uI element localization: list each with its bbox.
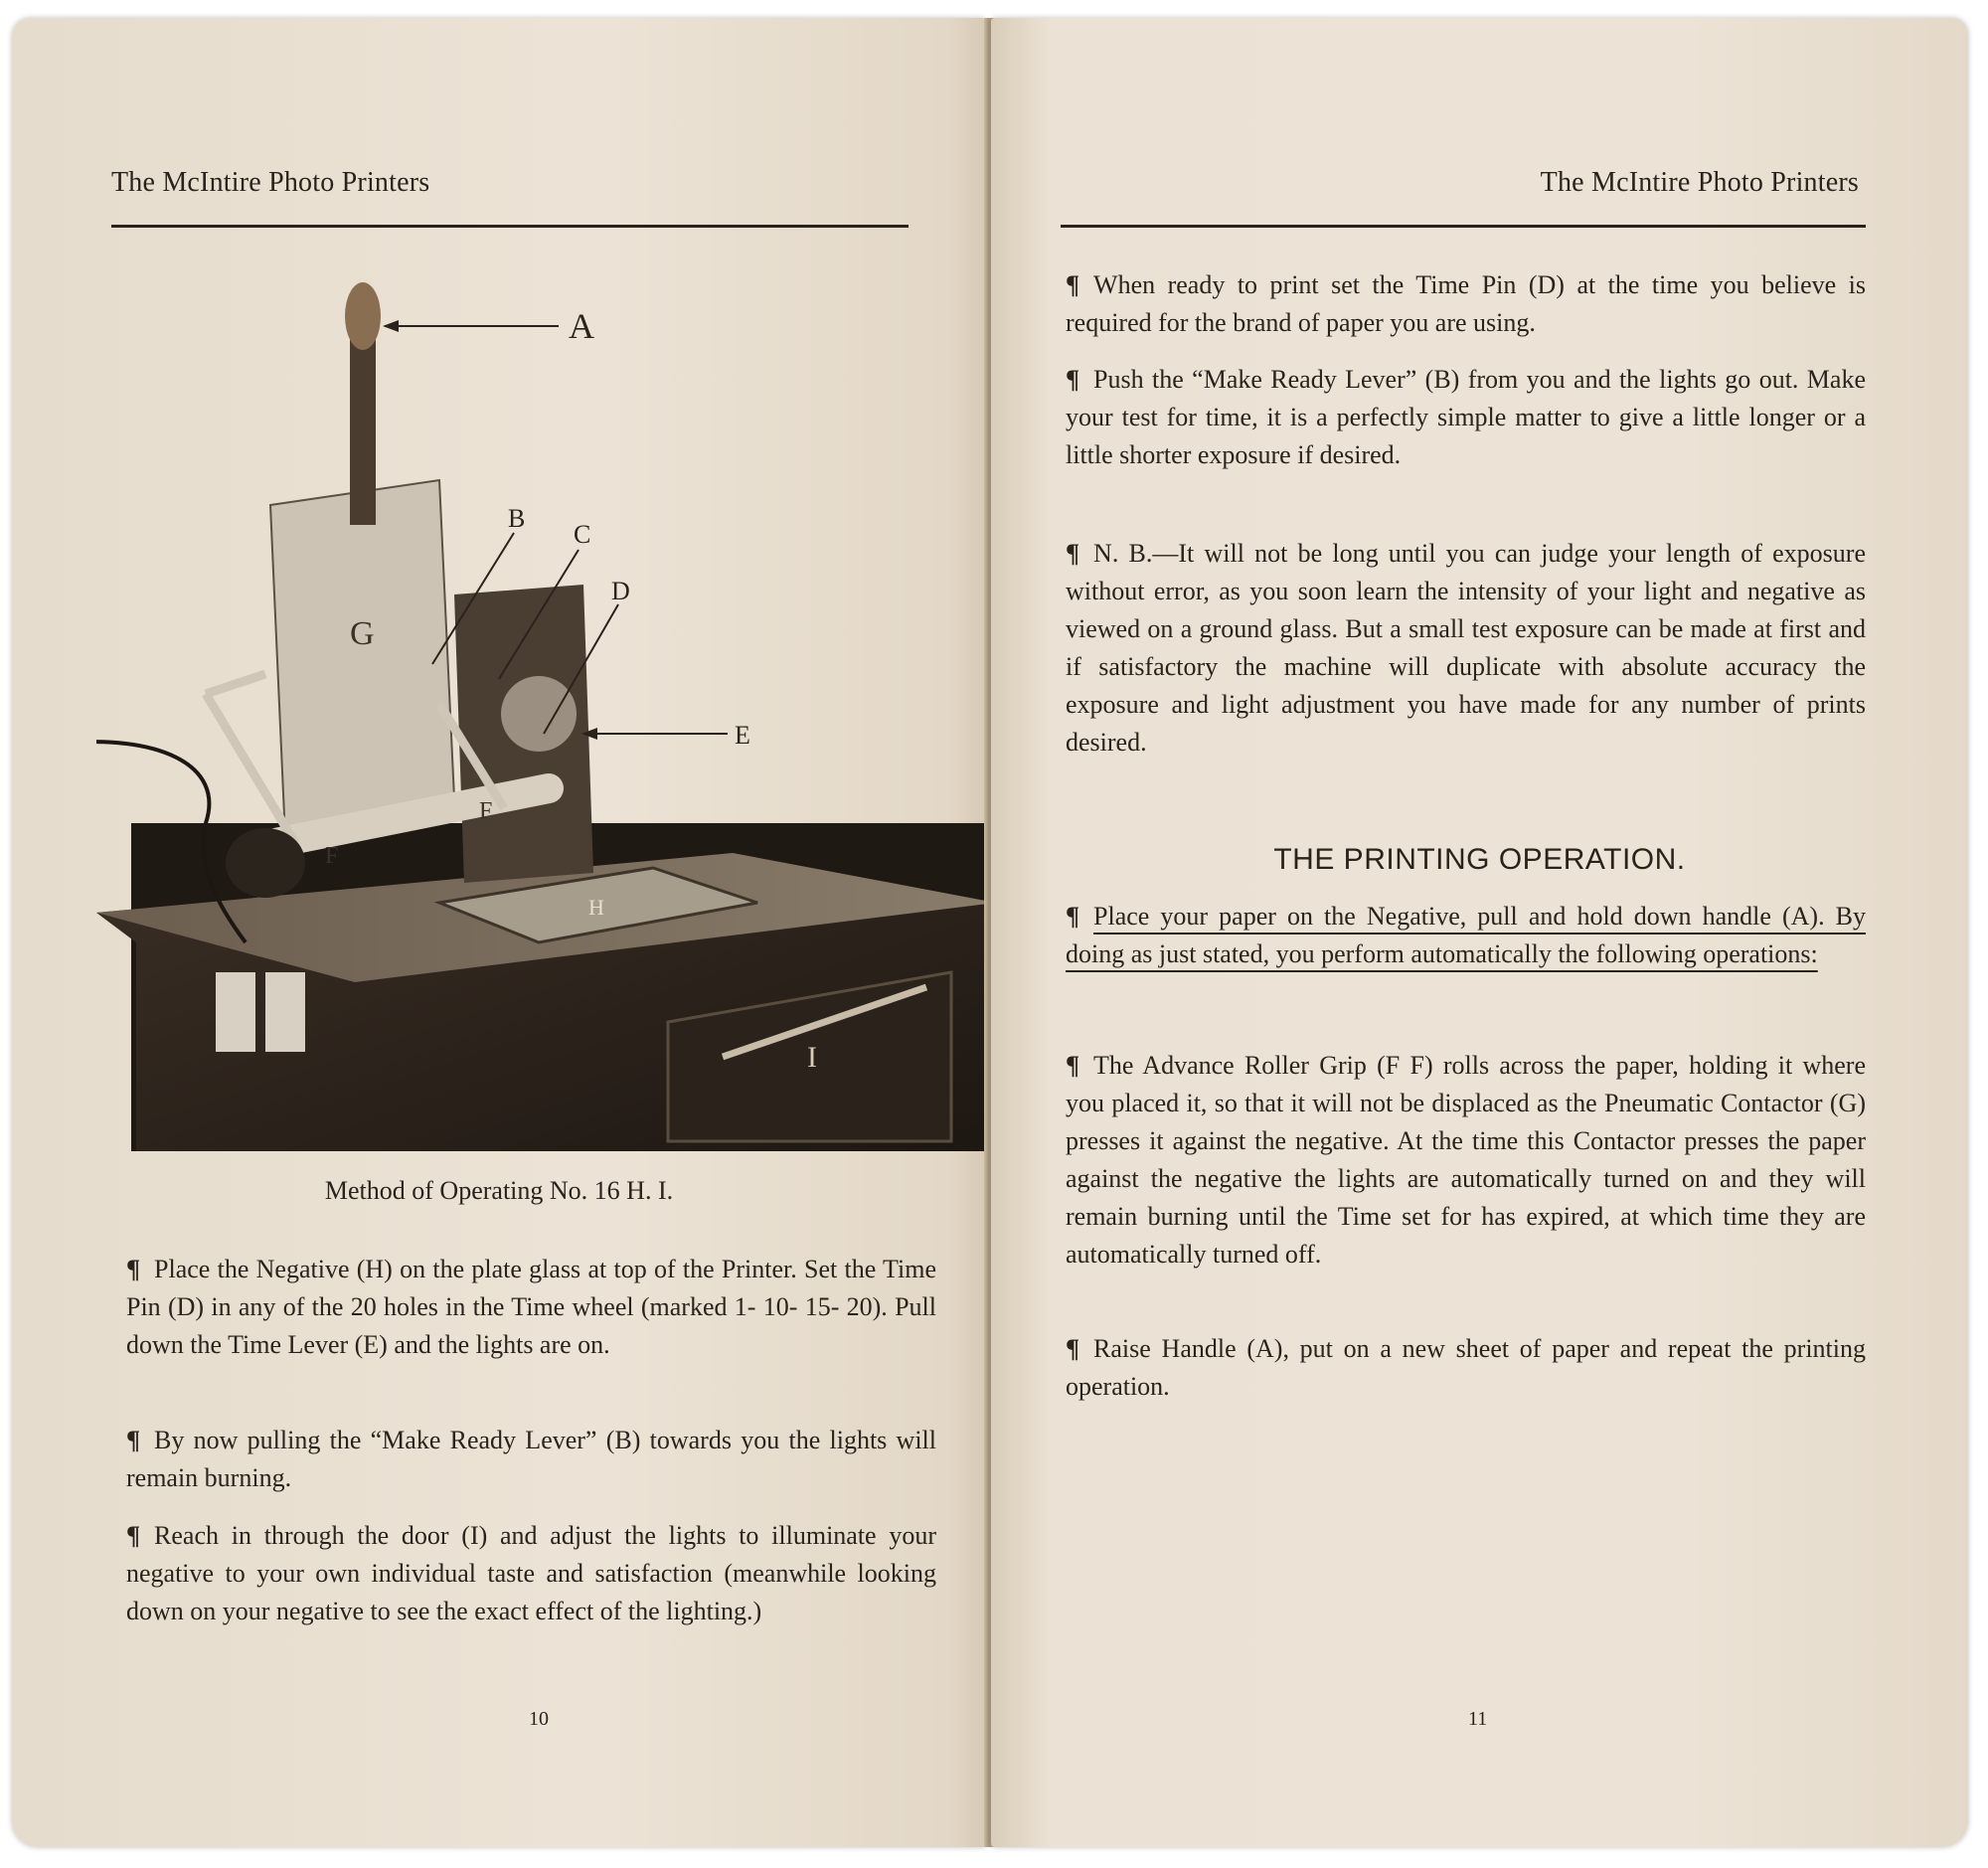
label-g: G: [350, 615, 375, 652]
booklet-spread: [12, 18, 1970, 1855]
pilcrow-icon: ¶: [126, 1426, 141, 1454]
arm-top: [206, 674, 265, 694]
paragraph-text: By now pulling the “Make Ready Lever” (B) towards you the lights will remain burning.: [126, 1426, 936, 1492]
pilcrow-icon: ¶: [126, 1521, 141, 1550]
paragraph-text: The Advance Roller Grip (F F) rolls across the paper, holding it where you placed it, so that it will not be displaced as the Pneumatic Contactor (G) presses it against the negative. At the time this Contactor presses the paper against the negative the lights are automatically turned on and they will remain burning until the Time set for has expired, at which time they are automatically turned off.: [1066, 1051, 1866, 1269]
running-header-left: The McIntire Photo Printers: [111, 167, 430, 198]
label-e: E: [735, 721, 750, 750]
paragraph-text: When ready to print set the Time Pin (D) at the time you believe is required for the brand of paper you are using.: [1066, 270, 1866, 337]
header-rule-left: [111, 225, 909, 228]
figure-caption: Method of Operating No. 16 H. I.: [324, 1176, 674, 1205]
label-a: A: [569, 306, 594, 346]
handle-grip: [345, 282, 381, 350]
label-h: H: [588, 895, 604, 920]
pilcrow-icon: ¶: [1066, 539, 1080, 568]
paragraph-nota-bene: [1066, 535, 1866, 762]
pneumatic-contactor-g: [270, 480, 454, 838]
label-f-2: F: [325, 843, 339, 869]
paragraph-text: Reach in through the door (I) and adjust the lights to illuminate your negative to your own individual taste and satisfaction (meanwhile looking down on your negative to see the exact effect of the lighting.): [126, 1521, 936, 1625]
page-number-right: 11: [1468, 1708, 1488, 1730]
label-i: I: [807, 1041, 817, 1074]
header-rule-right: [1061, 225, 1866, 228]
left-page: [12, 18, 986, 1847]
label-c: C: [574, 520, 591, 549]
pilcrow-icon: ¶: [1066, 365, 1080, 394]
paragraph-raise-handle: [1066, 1330, 1866, 1406]
pilcrow-icon: ¶: [1066, 902, 1080, 931]
paragraph-place-negative: [126, 1251, 936, 1364]
handle-shaft: [350, 326, 376, 525]
pilcrow-icon: ¶: [1066, 1051, 1080, 1080]
printer-machine-photo: [96, 266, 996, 1161]
time-wheel: [501, 676, 577, 752]
pilcrow-icon: ¶: [1066, 270, 1080, 299]
paragraph-text: N. B.—It will not be long until you can judge your length of exposure without error, as you soon learn the intensity of your light and negative as viewed on a ground glass. But a small test exposure can be made at first and if satisfactory the machine will duplicate with absolute accuracy the exposure and light adjustment you have made for any number of prints desired.: [1066, 539, 1866, 757]
label-f-1: F: [479, 798, 493, 824]
page-number-left: 10: [529, 1708, 549, 1730]
switch-box-1: [216, 972, 255, 1052]
right-page: [991, 18, 1968, 1847]
paragraph-text: Push the “Make Ready Lever” (B) from you and the lights go out. Make your test for time, it is a perfectly simple matter to give a little longer or a little shorter exposure if desired.: [1066, 365, 1866, 469]
paragraph-text: Place your paper on the Negative, pull and hold down handle (A). By doing as just stated, you perform automatically the following operations:: [1066, 902, 1866, 968]
paragraph-roller-grip: [1066, 1047, 1866, 1274]
paragraph-place-paper: [1066, 898, 1866, 973]
paragraph-adjust-lights: [126, 1517, 936, 1630]
pilcrow-icon: ¶: [1066, 1334, 1080, 1363]
switch-box-2: [265, 972, 305, 1052]
section-heading-printing-operation: THE PRINTING OPERATION.: [1273, 843, 1686, 876]
arrowhead-a: [383, 320, 399, 332]
label-b: B: [508, 504, 526, 533]
label-d: D: [611, 577, 630, 605]
paragraph-push-lever: [1066, 361, 1866, 474]
running-header-right: The McIntire Photo Printers: [1540, 167, 1859, 198]
paragraph-text: Raise Handle (A), put on a new sheet of paper and repeat the printing operation.: [1066, 1334, 1866, 1401]
paragraph-set-time-pin: [1066, 266, 1866, 342]
paragraph-text: Place the Negative (H) on the plate glass at top of the Printer. Set the Time Pin (D) in any of the 20 holes in the Time wheel (marked 1- 10- 15- 20). Pull down the Time Lever (E) and the lights are on.: [126, 1255, 936, 1359]
paragraph-make-ready: [126, 1422, 936, 1497]
pilcrow-icon: ¶: [126, 1255, 141, 1283]
rubber-bulb: [226, 828, 305, 898]
